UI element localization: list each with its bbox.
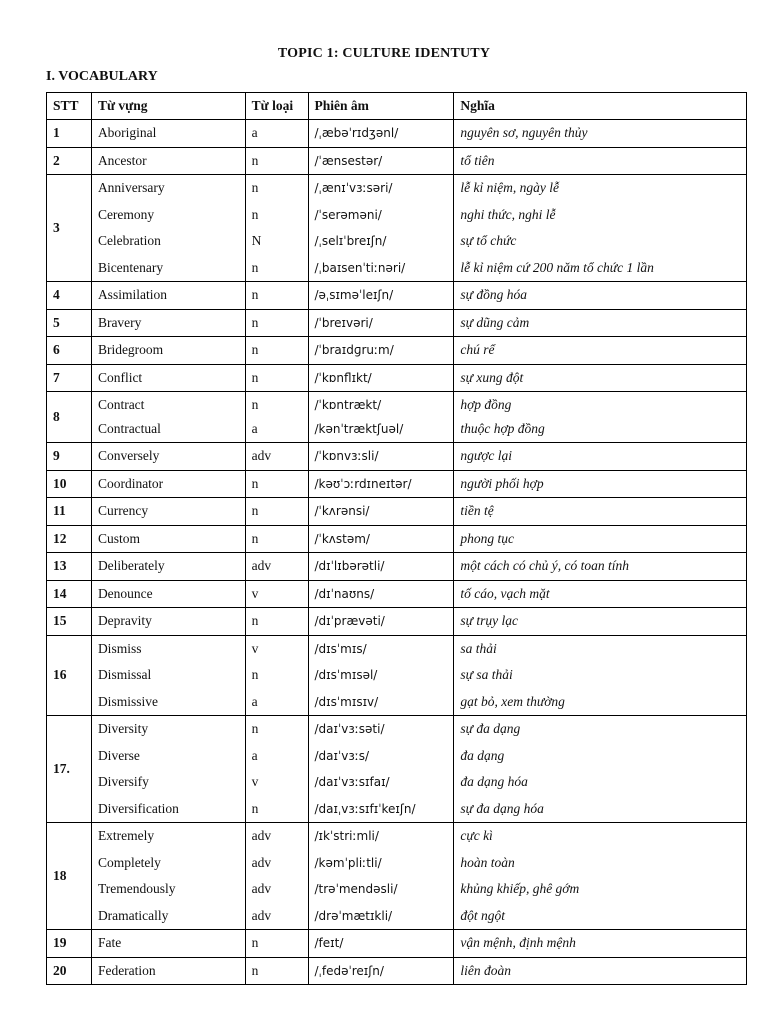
cell-stt: 6 <box>47 337 92 365</box>
ipa-line: /ˈkɒntrækt/ <box>314 398 382 412</box>
table-row <box>47 930 747 958</box>
table-row <box>47 553 747 581</box>
type-line: adv <box>251 558 272 573</box>
word-line: Dramatically <box>97 907 169 923</box>
cell-ipa <box>308 608 454 636</box>
word-line: Diversity <box>97 721 149 736</box>
cell-ipa <box>308 716 454 823</box>
cell-stt: 5 <box>47 309 92 337</box>
type-line: n <box>251 475 259 491</box>
cell-word <box>91 337 245 365</box>
meaning-line: phong tục <box>460 530 514 546</box>
header-type: Từ loại <box>245 93 308 120</box>
type-line: adv <box>251 448 272 463</box>
ipa-line: /dɪsˈmɪs/ <box>314 641 367 656</box>
cell-stt: 9 <box>47 443 92 471</box>
table-row <box>47 957 747 985</box>
cell-ipa <box>308 147 454 175</box>
meaning-line: sa thải <box>460 640 497 656</box>
ipa-line: /daɪˌvɜːsɪfɪˈkeɪʃn/ <box>314 801 416 816</box>
cell-meaning <box>454 364 747 392</box>
cell-type <box>245 120 308 148</box>
word-line: Conversely <box>97 448 160 463</box>
type-line: n <box>251 721 259 736</box>
cell-ipa <box>308 635 454 716</box>
type-line: n <box>251 314 259 330</box>
ipa-line: /daɪˈvɜːsəti/ <box>314 722 385 736</box>
type-line: n <box>251 397 259 412</box>
cell-ipa <box>308 337 454 365</box>
meaning-line: sự đồng hóa <box>460 287 527 302</box>
cell-meaning <box>454 957 747 985</box>
ipa-line: /ˌænɪˈvɜːsəri/ <box>314 181 393 195</box>
word-line: Aboriginal <box>97 125 157 140</box>
ipa-line: /trəˈmendəsli/ <box>314 882 398 896</box>
cell-stt: 19 <box>47 930 92 958</box>
cell-meaning <box>454 608 747 636</box>
cell-type <box>245 957 308 985</box>
word-line: Assimilation <box>97 287 167 302</box>
cell-word <box>91 525 245 553</box>
type-line: n <box>251 152 259 168</box>
meaning-line: cực kì <box>460 828 493 843</box>
cell-ipa <box>308 957 454 985</box>
type-line: adv <box>251 907 272 923</box>
cell-meaning <box>454 392 747 443</box>
cell-meaning <box>454 337 747 365</box>
ipa-line: /dɪˈlɪbərətli/ <box>314 559 385 573</box>
cell-meaning <box>454 823 747 930</box>
cell-ipa <box>308 282 454 310</box>
meaning-line: đột ngột <box>460 907 505 923</box>
word-line: Ancestor <box>97 152 147 168</box>
meaning-line: sự sa thải <box>460 667 513 682</box>
header-meaning: Nghĩa <box>454 93 747 120</box>
word-line: Currency <box>97 503 149 518</box>
type-line: a <box>251 693 258 709</box>
cell-meaning <box>454 175 747 282</box>
table-row <box>47 443 747 471</box>
type-line: n <box>251 800 259 816</box>
ipa-line: /ˈbraɪdɡruːm/ <box>314 343 394 357</box>
meaning-line: sự trụy lạc <box>460 613 518 628</box>
ipa-line: /ˈkɒnflɪkt/ <box>314 370 372 385</box>
cell-stt: 10 <box>47 470 92 498</box>
cell-word <box>91 282 245 310</box>
cell-meaning <box>454 498 747 526</box>
ipa-line: /drəˈmætɪkli/ <box>314 908 393 923</box>
ipa-line: /dɪˈprævəti/ <box>314 614 385 628</box>
section-heading: I. VOCABULARY <box>46 69 158 84</box>
type-line: n <box>251 667 259 682</box>
cell-ipa <box>308 470 454 498</box>
cell-meaning <box>454 716 747 823</box>
type-line: n <box>251 962 259 978</box>
word-line: Contractual <box>97 421 161 436</box>
type-line: n <box>251 613 259 628</box>
cell-type <box>245 282 308 310</box>
ipa-line: /ˈkʌstəm/ <box>314 531 370 546</box>
cell-type <box>245 553 308 581</box>
cell-meaning <box>454 580 747 608</box>
ipa-line: /ˌbaɪsenˈtiːnəri/ <box>314 260 406 275</box>
table-row <box>47 498 747 526</box>
word-line: Bravery <box>97 314 142 330</box>
meaning-line: lễ kỉ niệm, ngày lễ <box>460 180 559 195</box>
cell-ipa <box>308 525 454 553</box>
type-line: adv <box>251 828 272 843</box>
word-line: Anniversary <box>97 180 165 195</box>
type-line: N <box>251 233 262 248</box>
cell-meaning <box>454 120 747 148</box>
ipa-line: /feɪt/ <box>314 936 344 950</box>
cell-type <box>245 635 308 716</box>
meaning-line: sự đa dạng <box>460 721 521 736</box>
table-row <box>47 716 747 823</box>
type-line: n <box>251 206 259 222</box>
cell-stt: 7 <box>47 364 92 392</box>
ipa-line: /kəmˈpliːtli/ <box>314 855 382 870</box>
meaning-line: chú rể <box>460 342 495 357</box>
cell-meaning <box>454 553 747 581</box>
type-line: n <box>251 287 259 302</box>
cell-stt: 4 <box>47 282 92 310</box>
cell-type <box>245 147 308 175</box>
type-line: a <box>251 125 258 140</box>
cell-ipa <box>308 120 454 148</box>
word-line: Extremely <box>97 828 155 843</box>
meaning-line: đa dạng <box>460 747 505 763</box>
meaning-line: tố cáo, vạch mặt <box>460 585 550 601</box>
cell-type <box>245 337 308 365</box>
cell-meaning <box>454 635 747 716</box>
header-word: Từ vựng <box>91 93 245 120</box>
cell-word <box>91 957 245 985</box>
cell-word <box>91 635 245 716</box>
cell-ipa <box>308 309 454 337</box>
cell-meaning <box>454 443 747 471</box>
table-row <box>47 635 747 716</box>
cell-stt: 18 <box>47 823 92 930</box>
type-line: adv <box>251 881 272 896</box>
cell-type <box>245 498 308 526</box>
cell-ipa <box>308 580 454 608</box>
table-row <box>47 823 747 930</box>
word-line: Bridegroom <box>97 342 164 357</box>
cell-ipa <box>308 443 454 471</box>
ipa-line: /ˈkɒnvɜːsli/ <box>314 449 379 463</box>
cell-meaning <box>454 470 747 498</box>
cell-meaning <box>454 525 747 553</box>
table-row <box>47 147 747 175</box>
meaning-line: người phối hợp <box>460 475 544 491</box>
word-line: Completely <box>97 854 161 870</box>
cell-stt: 14 <box>47 580 92 608</box>
meaning-line: tổ tiên <box>460 152 495 168</box>
meaning-line: lễ kỉ niệm cứ 200 năm tổ chức 1 lần <box>460 259 654 275</box>
table-row <box>47 470 747 498</box>
cell-type <box>245 525 308 553</box>
ipa-line: /dɪˈnaʊns/ <box>314 586 375 601</box>
cell-type <box>245 716 308 823</box>
table-row <box>47 392 747 443</box>
cell-type <box>245 443 308 471</box>
cell-stt: 11 <box>47 498 92 526</box>
ipa-line: /ˌselɪˈbreɪʃn/ <box>314 234 387 248</box>
word-line: Diversification <box>97 800 179 816</box>
cell-ipa <box>308 930 454 958</box>
meaning-line: sự xung đột <box>460 369 524 385</box>
ipa-line: /ˈbreɪvəri/ <box>314 315 373 330</box>
cell-word <box>91 309 245 337</box>
cell-word <box>91 120 245 148</box>
cell-word <box>91 580 245 608</box>
table-row <box>47 282 747 310</box>
table-header-row <box>47 93 747 120</box>
ipa-line: /ɪkˈstriːmli/ <box>314 829 379 843</box>
word-line: Fate <box>97 935 122 950</box>
meaning-line: khủng khiếp, ghê gớm <box>460 881 580 896</box>
ipa-line: /kəʊˈɔːrdɪneɪtər/ <box>314 476 412 491</box>
word-line: Dismissive <box>97 693 158 709</box>
meaning-line: vận mệnh, định mệnh <box>460 935 576 950</box>
type-line: v <box>251 774 259 789</box>
table-row <box>47 364 747 392</box>
word-line: Ceremony <box>97 206 155 222</box>
cell-type <box>245 392 308 443</box>
cell-type <box>245 930 308 958</box>
meaning-line: ngược lại <box>460 448 513 463</box>
meaning-line: một cách có chủ ý, có toan tính <box>460 558 630 573</box>
meaning-line: nguyên sơ, nguyên thủy <box>460 125 588 140</box>
type-line: n <box>251 369 259 385</box>
cell-word <box>91 553 245 581</box>
word-line: Deliberately <box>97 558 165 573</box>
cell-ipa <box>308 364 454 392</box>
cell-ipa <box>308 553 454 581</box>
word-line: Federation <box>97 962 156 978</box>
cell-type <box>245 823 308 930</box>
word-line: Dismiss <box>97 640 142 656</box>
cell-word <box>91 823 245 930</box>
word-line: Coordinator <box>97 475 164 491</box>
ipa-line: /dɪsˈmɪsɪv/ <box>314 694 379 709</box>
cell-word <box>91 443 245 471</box>
cell-word <box>91 392 245 443</box>
table-row <box>47 608 747 636</box>
meaning-line: hợp đồng <box>460 397 512 412</box>
ipa-line: /əˌsɪməˈleɪʃn/ <box>314 288 394 302</box>
word-line: Diverse <box>97 747 140 763</box>
cell-stt: 15 <box>47 608 92 636</box>
ipa-line: /ˌfedəˈreɪʃn/ <box>314 963 384 978</box>
vocabulary-table <box>46 92 747 985</box>
type-line: v <box>251 585 259 601</box>
word-line: Celebration <box>97 233 161 248</box>
meaning-line: hoàn toàn <box>460 854 515 870</box>
type-line: n <box>251 935 259 950</box>
cell-stt: 17. <box>47 716 92 823</box>
word-line: Contract <box>97 397 145 412</box>
table-row <box>47 525 747 553</box>
word-line: Diversify <box>97 774 149 789</box>
cell-meaning <box>454 147 747 175</box>
type-line: n <box>251 259 259 275</box>
ipa-line: /ˌæbəˈrɪdʒənl/ <box>314 126 399 140</box>
meaning-line: thuộc hợp đồng <box>460 421 545 436</box>
cell-word <box>91 498 245 526</box>
ipa-line: /daɪˈvɜːs/ <box>314 748 370 763</box>
table-row <box>47 309 747 337</box>
type-line: n <box>251 503 259 518</box>
cell-meaning <box>454 282 747 310</box>
word-line: Custom <box>97 530 140 546</box>
header-ipa: Phiên âm <box>308 93 454 120</box>
cell-type <box>245 175 308 282</box>
type-line: adv <box>251 854 272 870</box>
ipa-line: /ˈænsestər/ <box>314 153 383 168</box>
type-line: n <box>251 342 259 357</box>
ipa-line: /kənˈtræktʃuəl/ <box>314 422 404 436</box>
meaning-line: đa dạng hóa <box>460 774 528 789</box>
type-line: n <box>251 530 259 546</box>
word-line: Bicentenary <box>97 259 164 275</box>
cell-ipa <box>308 392 454 443</box>
ipa-line: /daɪˈvɜːsɪfaɪ/ <box>314 775 390 789</box>
table-row <box>47 175 747 282</box>
cell-stt: 3 <box>47 175 92 282</box>
cell-meaning <box>454 930 747 958</box>
cell-word <box>91 364 245 392</box>
ipa-line: /ˈserəməni/ <box>314 207 382 222</box>
document-title: TOPIC 1: CULTURE IDENTUTY <box>277 46 491 61</box>
table-row <box>47 120 747 148</box>
cell-word <box>91 470 245 498</box>
meaning-line: sự tổ chức <box>460 233 517 248</box>
cell-meaning <box>454 309 747 337</box>
word-line: Depravity <box>97 613 152 628</box>
cell-word <box>91 930 245 958</box>
cell-type <box>245 580 308 608</box>
table-body <box>47 120 747 985</box>
cell-word <box>91 716 245 823</box>
cell-stt: 13 <box>47 553 92 581</box>
word-line: Conflict <box>97 369 143 385</box>
meaning-line: tiền tệ <box>460 503 494 518</box>
cell-stt: 8 <box>47 392 92 443</box>
table-row <box>47 580 747 608</box>
cell-stt: 1 <box>47 120 92 148</box>
ipa-line: /dɪsˈmɪsəl/ <box>314 668 378 682</box>
ipa-line: /ˈkʌrənsi/ <box>314 504 370 518</box>
word-line: Denounce <box>97 585 153 601</box>
cell-type <box>245 309 308 337</box>
word-line: Tremendously <box>97 881 176 896</box>
cell-word <box>91 608 245 636</box>
cell-type <box>245 470 308 498</box>
cell-type <box>245 608 308 636</box>
header-stt: STT <box>47 93 92 120</box>
word-line: Dismissal <box>97 667 152 682</box>
cell-ipa <box>308 498 454 526</box>
type-line: a <box>251 421 258 436</box>
table-row <box>47 337 747 365</box>
cell-type <box>245 364 308 392</box>
cell-stt: 20 <box>47 957 92 985</box>
meaning-line: sự dũng cảm <box>460 314 530 330</box>
meaning-line: liên đoàn <box>460 962 511 978</box>
cell-ipa <box>308 175 454 282</box>
meaning-line: gạt bỏ, xem thường <box>460 693 565 709</box>
meaning-line: sự đa dạng hóa <box>460 800 544 816</box>
cell-word <box>91 175 245 282</box>
cell-stt: 2 <box>47 147 92 175</box>
cell-stt: 12 <box>47 525 92 553</box>
type-line: a <box>251 747 258 763</box>
type-line: v <box>251 640 259 656</box>
type-line: n <box>251 180 259 195</box>
meaning-line: nghi thức, nghi lễ <box>460 206 556 222</box>
cell-ipa <box>308 823 454 930</box>
cell-stt: 16 <box>47 635 92 716</box>
cell-word <box>91 147 245 175</box>
